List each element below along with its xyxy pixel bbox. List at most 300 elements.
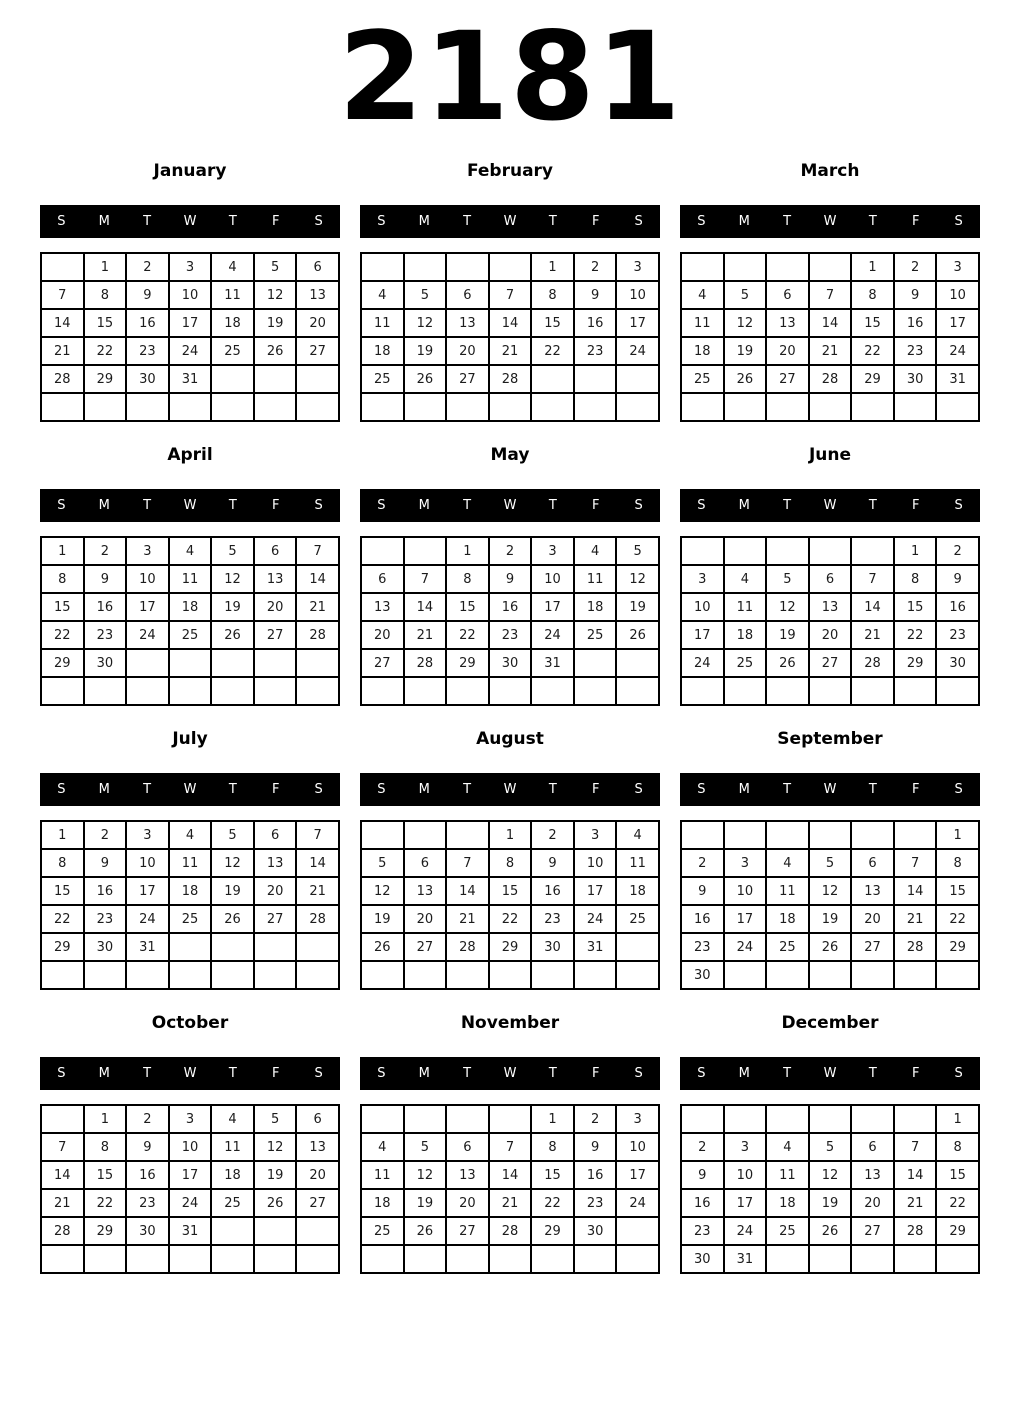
week-row	[681, 1245, 979, 1273]
weekday-label: S	[697, 1066, 706, 1081]
empty-day-cell	[936, 1245, 979, 1273]
day-cell: 7	[296, 537, 339, 565]
week-row	[41, 1245, 339, 1273]
empty-day-cell	[84, 1245, 127, 1273]
days-grid	[360, 252, 660, 422]
day-cell: 31	[126, 933, 169, 961]
day-cell: 15	[41, 877, 84, 905]
empty-day-cell	[894, 961, 937, 989]
empty-day-cell	[681, 393, 724, 421]
empty-day-cell	[809, 253, 852, 281]
empty-day-cell	[724, 253, 767, 281]
day-cell: 21	[296, 593, 339, 621]
weekday-label: S	[634, 498, 643, 513]
week-row	[41, 849, 339, 877]
month-title: April	[167, 445, 213, 465]
empty-day-cell	[489, 1245, 532, 1273]
week-row	[361, 281, 659, 309]
day-cell: 6	[296, 253, 339, 281]
empty-day-cell	[361, 1245, 404, 1273]
week-row	[681, 621, 979, 649]
week-row	[41, 281, 339, 309]
empty-day-cell	[169, 933, 212, 961]
day-cell: 4	[211, 1105, 254, 1133]
day-cell: 26	[211, 621, 254, 649]
weekday-label: S	[377, 214, 386, 229]
days-grid	[680, 820, 980, 990]
day-cell: 5	[211, 537, 254, 565]
day-cell: 28	[404, 649, 447, 677]
day-cell: 1	[531, 253, 574, 281]
weekday-label: W	[183, 214, 197, 229]
week-row	[361, 905, 659, 933]
week-row	[361, 593, 659, 621]
weekday-label: S	[377, 498, 386, 513]
empty-day-cell	[361, 677, 404, 705]
week-row	[681, 1105, 979, 1133]
day-cell: 13	[446, 1161, 489, 1189]
day-cell: 30	[936, 649, 979, 677]
day-cell: 28	[296, 621, 339, 649]
day-cell: 24	[169, 337, 212, 365]
empty-day-cell	[169, 1245, 212, 1273]
day-cell: 10	[724, 1161, 767, 1189]
empty-day-cell	[211, 1217, 254, 1245]
empty-day-cell	[126, 393, 169, 421]
day-cell: 22	[446, 621, 489, 649]
day-cell: 30	[681, 1245, 724, 1273]
day-cell: 28	[446, 933, 489, 961]
empty-day-cell	[936, 961, 979, 989]
empty-day-cell	[489, 393, 532, 421]
day-cell: 15	[84, 1161, 127, 1189]
month-title: May	[490, 445, 530, 465]
day-cell: 6	[361, 565, 404, 593]
empty-day-cell	[404, 1105, 447, 1133]
day-cell: 23	[126, 1189, 169, 1217]
week-row	[41, 933, 339, 961]
weekday-label: F	[911, 1066, 920, 1081]
day-cell: 2	[681, 849, 724, 877]
weekday-label: M	[418, 214, 430, 229]
day-cell: 15	[936, 1161, 979, 1189]
month-title: June	[808, 445, 852, 465]
weekday-header-row	[360, 205, 660, 238]
weekday-header-row	[40, 489, 340, 522]
empty-day-cell	[254, 677, 297, 705]
day-cell: 30	[126, 365, 169, 393]
day-cell: 14	[404, 593, 447, 621]
empty-day-cell	[851, 1245, 894, 1273]
weekday-label: M	[98, 782, 110, 797]
empty-day-cell	[404, 961, 447, 989]
week-row	[41, 1161, 339, 1189]
day-cell: 1	[936, 1105, 979, 1133]
empty-day-cell	[681, 537, 724, 565]
empty-day-cell	[936, 677, 979, 705]
empty-day-cell	[809, 961, 852, 989]
day-cell: 6	[254, 821, 297, 849]
day-cell: 29	[531, 1217, 574, 1245]
day-cell: 10	[616, 1133, 659, 1161]
month-june	[680, 422, 980, 706]
day-cell: 21	[296, 877, 339, 905]
day-cell: 1	[84, 253, 127, 281]
day-cell: 25	[574, 621, 617, 649]
empty-day-cell	[361, 393, 404, 421]
day-cell: 29	[84, 1217, 127, 1245]
day-cell: 10	[724, 877, 767, 905]
day-cell: 7	[446, 849, 489, 877]
day-cell: 23	[84, 905, 127, 933]
day-cell: 10	[126, 849, 169, 877]
day-cell: 27	[851, 933, 894, 961]
day-cell: 10	[126, 565, 169, 593]
day-cell: 14	[41, 1161, 84, 1189]
day-cell: 21	[404, 621, 447, 649]
weekday-label: S	[954, 214, 963, 229]
day-cell: 8	[84, 281, 127, 309]
weekday-label: S	[314, 498, 323, 513]
day-cell: 9	[681, 877, 724, 905]
empty-day-cell	[211, 649, 254, 677]
day-cell: 9	[489, 565, 532, 593]
empty-day-cell	[404, 393, 447, 421]
day-cell: 12	[254, 281, 297, 309]
day-cell: 16	[126, 1161, 169, 1189]
day-cell: 28	[489, 1217, 532, 1245]
week-row	[681, 905, 979, 933]
day-cell: 8	[489, 849, 532, 877]
empty-day-cell	[84, 393, 127, 421]
weekday-label: M	[418, 782, 430, 797]
empty-day-cell	[531, 1245, 574, 1273]
day-cell: 21	[489, 337, 532, 365]
day-cell: 11	[724, 593, 767, 621]
year-title: 2181	[338, 6, 682, 148]
weekday-label: F	[271, 782, 280, 797]
day-cell: 23	[489, 621, 532, 649]
day-cell: 25	[361, 365, 404, 393]
day-cell: 12	[724, 309, 767, 337]
day-cell: 12	[809, 1161, 852, 1189]
month-title: August	[476, 729, 544, 749]
day-cell: 21	[446, 905, 489, 933]
day-cell: 16	[681, 1189, 724, 1217]
day-cell: 28	[894, 1217, 937, 1245]
empty-day-cell	[126, 677, 169, 705]
day-cell: 2	[936, 537, 979, 565]
day-cell: 29	[851, 365, 894, 393]
day-cell: 27	[404, 933, 447, 961]
day-cell: 28	[41, 365, 84, 393]
week-row	[681, 677, 979, 705]
week-row	[681, 337, 979, 365]
day-cell: 6	[851, 1133, 894, 1161]
day-cell: 2	[84, 821, 127, 849]
day-cell: 25	[766, 933, 809, 961]
weekday-label: S	[57, 1066, 66, 1081]
empty-day-cell	[766, 961, 809, 989]
day-cell: 14	[894, 877, 937, 905]
day-cell: 27	[851, 1217, 894, 1245]
day-cell: 6	[446, 1133, 489, 1161]
day-cell: 23	[681, 1217, 724, 1245]
weekday-label: T	[463, 498, 472, 513]
week-row	[41, 961, 339, 989]
empty-day-cell	[681, 1105, 724, 1133]
day-cell: 4	[616, 821, 659, 849]
empty-day-cell	[894, 1245, 937, 1273]
week-row	[361, 1245, 659, 1273]
day-cell: 6	[766, 281, 809, 309]
day-cell: 14	[851, 593, 894, 621]
day-cell: 23	[126, 337, 169, 365]
day-cell: 18	[574, 593, 617, 621]
day-cell: 20	[254, 593, 297, 621]
week-row	[41, 393, 339, 421]
day-cell: 4	[361, 281, 404, 309]
weekday-label: T	[783, 782, 792, 797]
day-cell: 7	[41, 281, 84, 309]
day-cell: 25	[211, 1189, 254, 1217]
weekday-label: M	[98, 498, 110, 513]
day-cell: 3	[169, 1105, 212, 1133]
day-cell: 3	[126, 537, 169, 565]
day-cell: 17	[936, 309, 979, 337]
day-cell: 17	[724, 1189, 767, 1217]
day-cell: 31	[936, 365, 979, 393]
weekday-label: T	[463, 1066, 472, 1081]
day-cell: 6	[404, 849, 447, 877]
weekday-label: S	[57, 782, 66, 797]
empty-day-cell	[809, 537, 852, 565]
empty-day-cell	[851, 677, 894, 705]
day-cell: 20	[851, 905, 894, 933]
weekday-label: F	[591, 782, 600, 797]
day-cell: 7	[404, 565, 447, 593]
day-cell: 20	[809, 621, 852, 649]
day-cell: 26	[616, 621, 659, 649]
day-cell: 16	[489, 593, 532, 621]
week-row	[681, 877, 979, 905]
weekday-label: W	[183, 1066, 197, 1081]
month-title: October	[151, 1013, 229, 1033]
day-cell: 24	[724, 1217, 767, 1245]
day-cell: 22	[894, 621, 937, 649]
day-cell: 1	[936, 821, 979, 849]
empty-day-cell	[851, 537, 894, 565]
day-cell: 26	[809, 1217, 852, 1245]
day-cell: 26	[211, 905, 254, 933]
day-cell: 26	[361, 933, 404, 961]
empty-day-cell	[296, 365, 339, 393]
weekday-label: S	[314, 214, 323, 229]
day-cell: 1	[894, 537, 937, 565]
day-cell: 25	[361, 1217, 404, 1245]
empty-day-cell	[41, 677, 84, 705]
day-cell: 28	[489, 365, 532, 393]
empty-day-cell	[531, 961, 574, 989]
day-cell: 29	[936, 1217, 979, 1245]
week-row	[681, 393, 979, 421]
empty-day-cell	[894, 821, 937, 849]
month-january	[40, 138, 340, 422]
weekday-label: F	[271, 498, 280, 513]
empty-day-cell	[616, 961, 659, 989]
week-row	[361, 877, 659, 905]
day-cell: 28	[296, 905, 339, 933]
day-cell: 3	[681, 565, 724, 593]
weekday-label: T	[868, 498, 877, 513]
day-cell: 13	[254, 565, 297, 593]
empty-day-cell	[766, 1245, 809, 1273]
day-cell: 30	[84, 649, 127, 677]
day-cell: 12	[616, 565, 659, 593]
day-cell: 19	[616, 593, 659, 621]
day-cell: 17	[169, 1161, 212, 1189]
day-cell: 13	[296, 1133, 339, 1161]
day-cell: 25	[724, 649, 767, 677]
day-cell: 30	[489, 649, 532, 677]
weekday-label: M	[738, 498, 750, 513]
empty-day-cell	[446, 253, 489, 281]
empty-day-cell	[254, 365, 297, 393]
weekday-label: T	[143, 1066, 152, 1081]
empty-day-cell	[296, 677, 339, 705]
empty-day-cell	[616, 365, 659, 393]
month-july	[40, 706, 340, 990]
weekday-label: T	[228, 214, 237, 229]
empty-day-cell	[616, 1217, 659, 1245]
day-cell: 5	[361, 849, 404, 877]
day-cell: 22	[41, 621, 84, 649]
day-cell: 23	[936, 621, 979, 649]
month-november	[360, 990, 660, 1274]
week-row	[41, 365, 339, 393]
empty-day-cell	[724, 1105, 767, 1133]
day-cell: 6	[446, 281, 489, 309]
week-row	[681, 961, 979, 989]
day-cell: 26	[724, 365, 767, 393]
day-cell: 13	[254, 849, 297, 877]
day-cell: 13	[766, 309, 809, 337]
empty-day-cell	[211, 961, 254, 989]
day-cell: 5	[616, 537, 659, 565]
day-cell: 9	[681, 1161, 724, 1189]
weekday-header-row	[680, 1057, 980, 1090]
day-cell: 27	[446, 1217, 489, 1245]
day-cell: 2	[681, 1133, 724, 1161]
week-row	[361, 649, 659, 677]
day-cell: 25	[766, 1217, 809, 1245]
day-cell: 8	[894, 565, 937, 593]
empty-day-cell	[724, 393, 767, 421]
weekday-header-row	[40, 205, 340, 238]
day-cell: 15	[84, 309, 127, 337]
day-cell: 11	[211, 281, 254, 309]
week-row	[681, 365, 979, 393]
day-cell: 12	[211, 565, 254, 593]
empty-day-cell	[84, 677, 127, 705]
day-cell: 9	[84, 849, 127, 877]
day-cell: 5	[254, 253, 297, 281]
weekday-label: S	[314, 1066, 323, 1081]
empty-day-cell	[809, 821, 852, 849]
week-row	[41, 677, 339, 705]
weekday-header-row	[360, 489, 660, 522]
week-row	[361, 365, 659, 393]
weekday-label: M	[418, 498, 430, 513]
day-cell: 10	[531, 565, 574, 593]
day-cell: 14	[894, 1161, 937, 1189]
day-cell: 2	[126, 253, 169, 281]
weekday-label: T	[868, 1066, 877, 1081]
weekday-label: T	[143, 498, 152, 513]
day-cell: 8	[446, 565, 489, 593]
day-cell: 20	[851, 1189, 894, 1217]
week-row	[41, 1105, 339, 1133]
empty-day-cell	[766, 677, 809, 705]
weekday-label: W	[503, 498, 517, 513]
day-cell: 26	[766, 649, 809, 677]
day-cell: 27	[766, 365, 809, 393]
week-row	[361, 565, 659, 593]
day-cell: 12	[766, 593, 809, 621]
day-cell: 14	[489, 309, 532, 337]
day-cell: 11	[681, 309, 724, 337]
weekday-label: S	[377, 1066, 386, 1081]
month-title: July	[172, 729, 208, 749]
week-row	[361, 933, 659, 961]
weekday-label: T	[868, 214, 877, 229]
month-title: March	[800, 161, 860, 181]
empty-day-cell	[574, 1245, 617, 1273]
day-cell: 16	[84, 877, 127, 905]
weekday-label: M	[418, 1066, 430, 1081]
empty-day-cell	[296, 393, 339, 421]
day-cell: 14	[41, 309, 84, 337]
day-cell: 4	[361, 1133, 404, 1161]
week-row	[361, 1105, 659, 1133]
day-cell: 11	[361, 309, 404, 337]
days-grid	[40, 252, 340, 422]
month-october	[40, 990, 340, 1274]
day-cell: 9	[574, 281, 617, 309]
weekday-label: W	[183, 782, 197, 797]
day-cell: 5	[809, 1133, 852, 1161]
empty-day-cell	[169, 961, 212, 989]
empty-day-cell	[489, 1105, 532, 1133]
day-cell: 26	[254, 1189, 297, 1217]
day-cell: 22	[531, 337, 574, 365]
week-row	[361, 1217, 659, 1245]
day-cell: 24	[126, 905, 169, 933]
day-cell: 24	[724, 933, 767, 961]
day-cell: 17	[126, 877, 169, 905]
empty-day-cell	[446, 1245, 489, 1273]
day-cell: 19	[361, 905, 404, 933]
empty-day-cell	[254, 393, 297, 421]
day-cell: 20	[296, 1161, 339, 1189]
day-cell: 31	[531, 649, 574, 677]
week-row	[681, 1161, 979, 1189]
empty-day-cell	[41, 253, 84, 281]
empty-day-cell	[724, 537, 767, 565]
day-cell: 20	[254, 877, 297, 905]
empty-day-cell	[851, 961, 894, 989]
day-cell: 18	[361, 337, 404, 365]
